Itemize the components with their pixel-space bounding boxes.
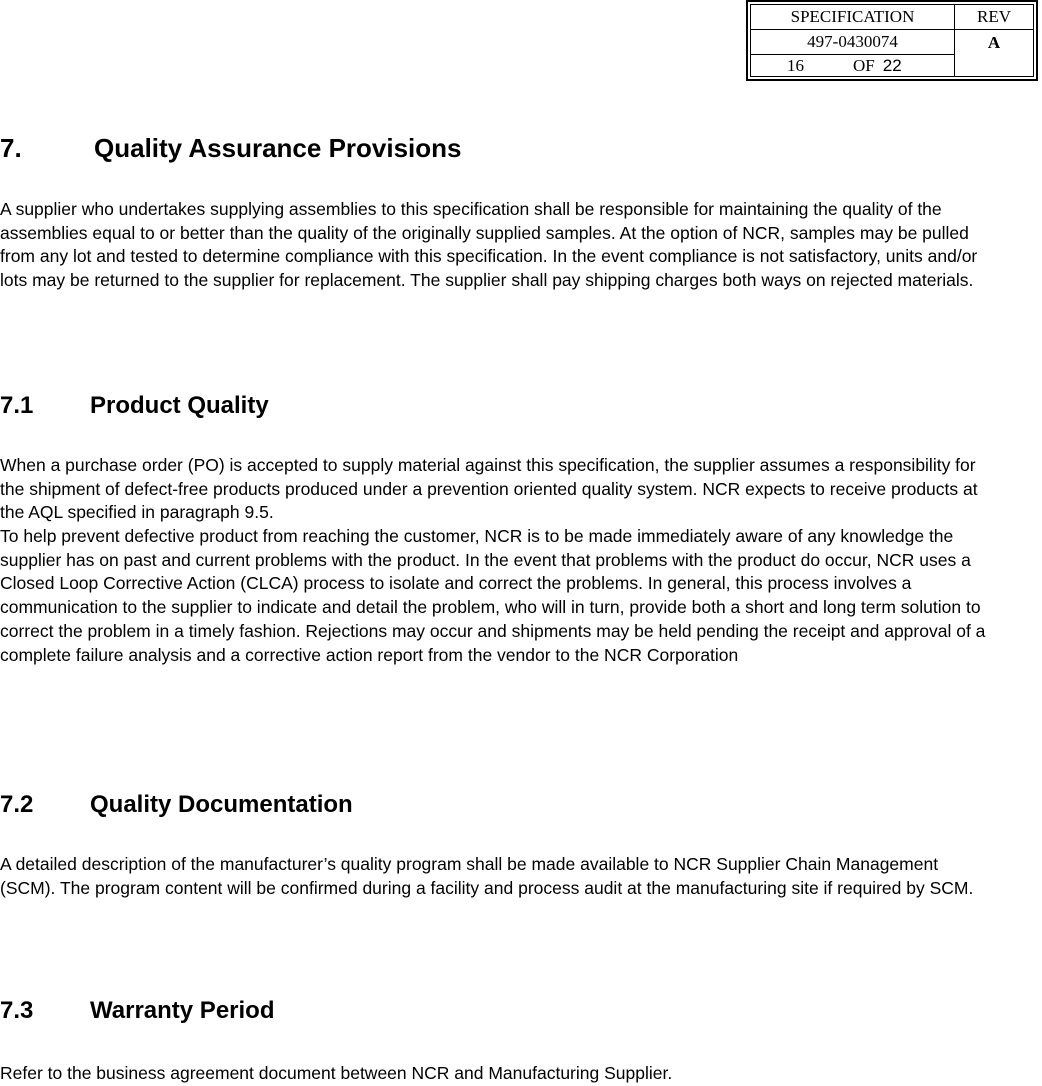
- page-current: 16: [787, 55, 804, 75]
- section-7-heading: [0, 133, 462, 164]
- spec-number: 497-0430074: [751, 30, 955, 55]
- section-7-1-heading: [0, 392, 269, 420]
- section-7-2-title: Quality Documentation: [90, 791, 353, 818]
- section-7-3-paragraph: Refer to the business agreement document between NCR and Manufacturing Supplier.: [0, 1063, 673, 1083]
- rev-label: REV: [955, 5, 1033, 30]
- section-7-number: 7.: [0, 133, 22, 163]
- section-7-2-number: 7.2: [0, 791, 34, 818]
- specification-header-table: [750, 4, 1034, 77]
- section-7-1-number: 7.1: [0, 392, 34, 419]
- rev-value: A: [987, 32, 1001, 52]
- section-7-2-heading: [0, 791, 353, 819]
- section-7-3-number: 7.3: [0, 997, 34, 1024]
- section-7-title: Quality Assurance Provisions: [94, 133, 462, 163]
- section-7-1-paragraph-1: When a purchase order (PO) is accepted to supply material against this specification, the supplier assumes a responsibility for the shipment of defect-free products produced under a prevention oriented quality system. NCR expects to receive products at the AQL specified in paragraph 9.5.: [0, 455, 978, 523]
- section-7-3-title: Warranty Period: [90, 997, 275, 1024]
- page-indicator: [751, 55, 955, 76]
- page-of-label: OF: [853, 55, 875, 75]
- section-7-1-paragraph-2: To help prevent defective product from reaching the customer, NCR is to be made immediately aware of any knowledge the supplier has on past and current problems with the product. In the event that problems with the product do occur, NCR uses a Closed Loop Corrective Action (CLCA) process to isolate and correct the problems. In general, this process involves a communication to the supplier to indicate and detail the problem, who will in turn, provide both a short and long term solution to correct the problem in a timely fashion. Rejections may occur and shipments may be held pending the receipt and approval of a complete failure analysis and a corrective action report from the vendor to the NCR Corporation: [0, 526, 986, 665]
- spec-label: SPECIFICATION: [751, 5, 955, 30]
- section-7-paragraph: A supplier who undertakes supplying assemblies to this specification shall be responsible for maintaining the quality of the assemblies equal to or better than the quality of the originally supplied samples. At the option of NCR, samples may be pulled from any lot and tested to determine compliance with this specification. In the event compliance is not satisfactory, units and/or lots may be returned to the supplier for replacement. The supplier shall pay shipping charges both ways on rejected materials.: [0, 199, 978, 291]
- page-total: 22: [882, 55, 902, 75]
- section-7-3-heading: [0, 997, 275, 1025]
- specification-header-box: [746, 0, 1038, 81]
- section-7-2-paragraph: A detailed description of the manufacturer’s quality program shall be made available to NCR Supplier Chain Management (SCM). The program content will be confirmed during a facility and process audit at the manufacturing site if required by SCM.: [0, 854, 974, 898]
- section-7-1-title: Product Quality: [90, 392, 269, 419]
